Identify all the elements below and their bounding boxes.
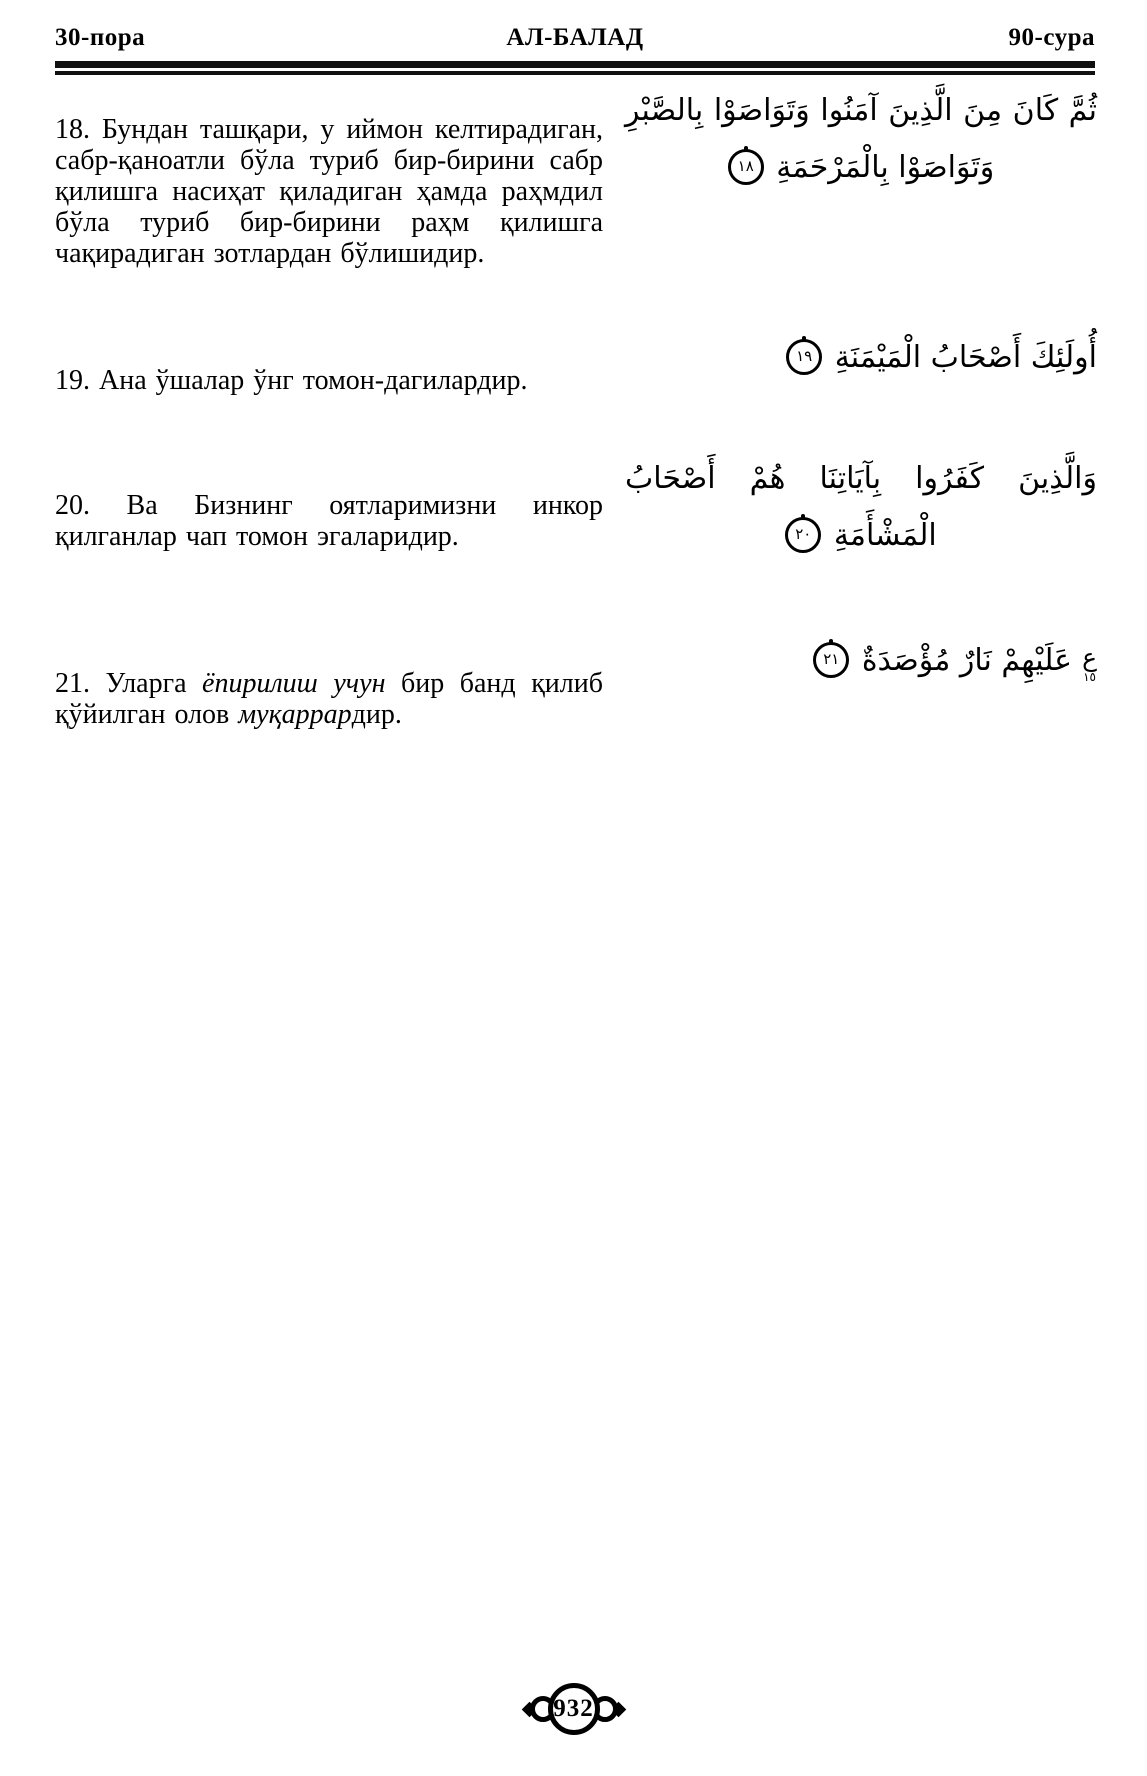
juz-label: 30-пора [55,24,146,51]
ruku-marker: ع ١٥ [1082,642,1097,684]
verses-block [55,82,1097,758]
verse-row-18 [55,86,1097,297]
arabic-verse-20 [625,450,1097,564]
page-number: 932 [548,1683,600,1735]
uzbek-translation-20: 20. Ва Бизнинг оятларимизни инкор қилганлар чап томон эгаларидир. [55,490,603,552]
arabic-verse-18 [625,82,1097,196]
header-divider-rule [55,61,1095,75]
arabic-text-21: عَلَيْهِمْ نَارٌ مُؤْصَدَةٌ [861,643,1073,678]
ayah-number-medallion-19: ١٩ [786,339,822,375]
verse-row-20 [55,462,1097,594]
arabic-verse-21 [625,632,1097,689]
ayah-number-medallion-21: ٢١ [813,642,849,678]
surah-title: АЛ-БАЛАД [506,24,644,51]
uzbek-translation-18: 18. Бундан ташқари, у иймон келтирадиган, сабр-қаноатли бўла туриб бир-бирини сабр қилишга насиҳат қиладиган ҳамда раҳмдил бўла туриб бир-бирини раҳм қилишга чақирадиган зотлардан бўлишидир. [55,114,603,269]
arabic-verse-19 [625,329,1097,386]
page-number-cartouche [524,1683,624,1735]
page-header [55,24,1095,52]
ayah-number-medallion-20: ٢٠ [785,517,821,553]
surah-number-label: 90-сура [1008,24,1095,51]
uzbek-translation-19: 19. Ана ўшалар ўнг томон-дагилардир. [55,365,528,396]
verse-row-19 [55,337,1097,424]
arabic-text-20: وَالَّذِينَ كَفَرُوا بِآيَاتِنَا هُمْ أَصْحَابُ الْمَشْأَمَةِ [625,461,1097,553]
arabic-text-18: ثُمَّ كَانَ مِنَ الَّذِينَ آمَنُوا وَتَوَاصَوْا بِالصَّبْرِ وَتَوَاصَوْا بِالْمَرْحَمَةِ [625,93,1097,185]
arabic-text-19: أُولَئِكَ أَصْحَابُ الْمَيْمَنَةِ [834,340,1097,375]
uzbek-translation-21: 21. Уларга ёпирилиш учун бир банд қилиб қўйилган олов муқаррардир. [55,668,603,730]
ayah-number-medallion-18: ١٨ [728,149,764,185]
verse-row-21 [55,640,1097,758]
